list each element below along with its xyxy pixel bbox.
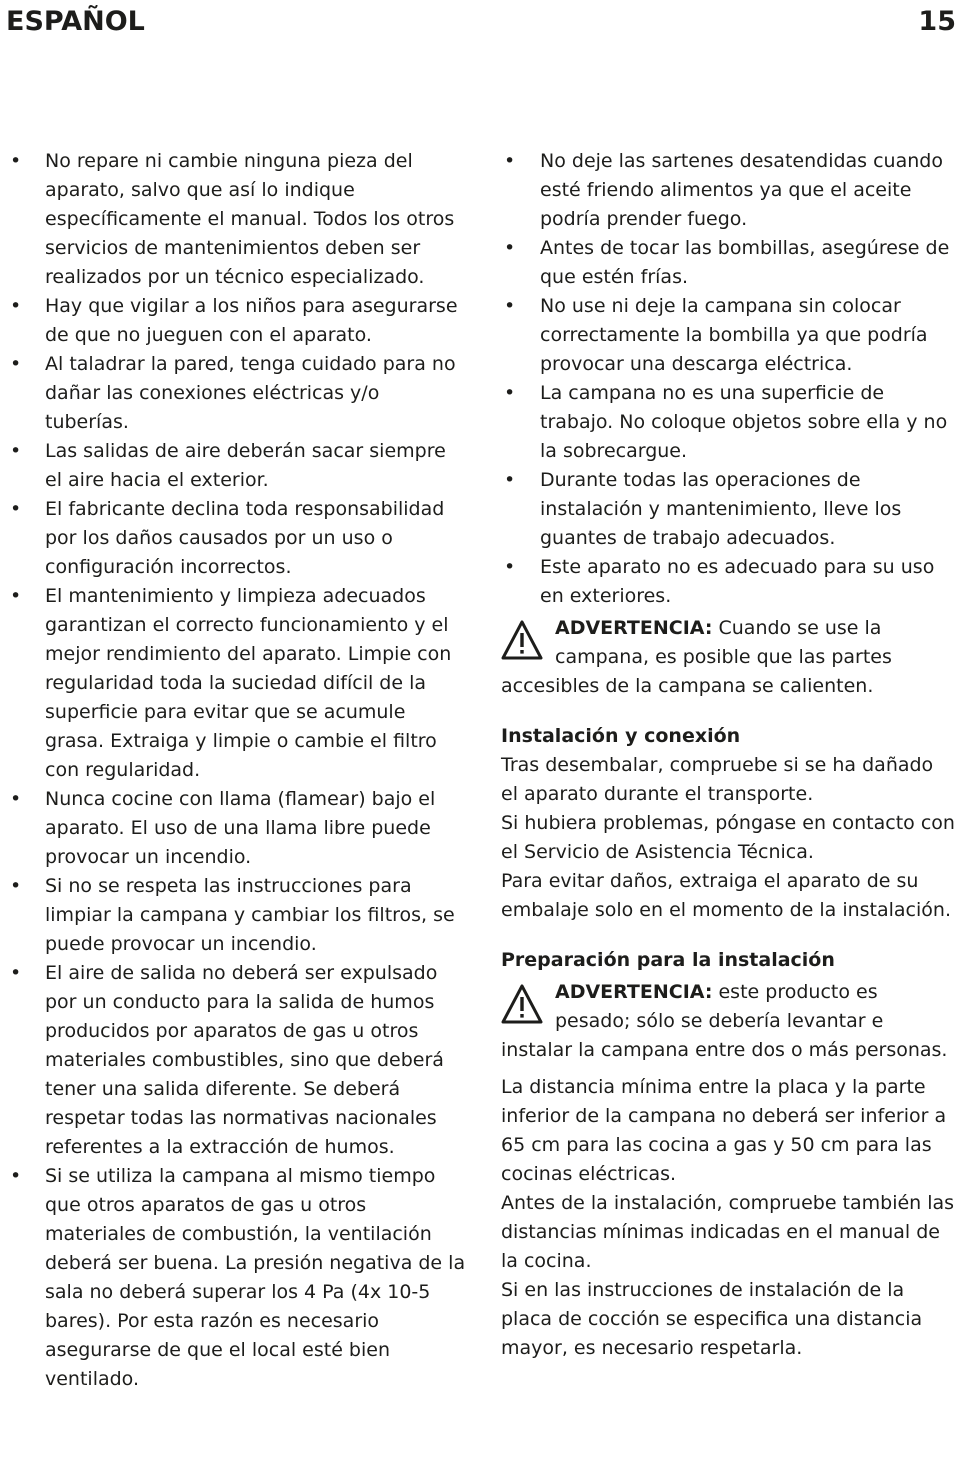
paragraph: Si hubiera problemas, póngase en contacto con el Servicio de Asistencia Técnica. — [501, 812, 955, 863]
list-item: • No repare ni cambie ninguna pieza del aparato, salvo que así lo indique específicamente el manual. Todos los otros servicios de mantenimientos deben ser realizados por un técnico especializado. — [7, 147, 467, 292]
warning-text: Cuando se use la campana, es posible que las partes accesibles de la campana se calienten. — [501, 617, 892, 697]
warning-label: ADVERTENCIA: — [555, 981, 713, 1003]
list-item: • No use ni deje la campana sin colocar correctamente la bombilla ya que podría provocar una descarga eléctrica. — [501, 292, 956, 379]
list-item: • Nunca cocine con llama (flamear) bajo el aparato. El uso de una llama libre puede provocar un incendio. — [7, 785, 467, 872]
paragraph: La distancia mínima entre la placa y la parte inferior de la campana no deberá ser inferior a 65 cm para las cocina a gas y 50 cm para las cocinas eléctricas. — [501, 1076, 947, 1185]
page-number: 15 — [918, 6, 956, 37]
list-item: • Las salidas de aire deberán sacar siempre el aire hacia el exterior. — [7, 437, 467, 495]
section-heading-preparation: Preparación para la instalación — [501, 949, 835, 971]
warning-triangle-icon — [501, 984, 543, 1024]
list-item: • Durante todas las operaciones de instalación y mantenimiento, lleve los guantes de trabajo adecuados. — [501, 466, 956, 553]
list-item: • Si se utiliza la campana al mismo tiempo que otros aparatos de gas u otros materiales de combustión, la ventilación deberá ser buena. La presión negativa de la sala no deberá superar los 4 Pa (4x 10-5 bares). Por esta razón es necesario asegurarse de que el local esté bien ventilado. — [7, 1162, 467, 1394]
warning-hot-surfaces — [501, 614, 956, 701]
list-item: • El mantenimiento y limpieza adecuados garantizan el correcto funcionamiento y el mejor rendimiento del aparato. Limpie con regularidad toda la suciedad difícil de la superficie para evitar que se acumule grasa. Extraiga y limpie o cambie el filtro con regularidad. — [7, 582, 467, 785]
safety-list-left — [7, 147, 467, 1394]
warning-label: ADVERTENCIA: — [555, 617, 713, 639]
list-item: • Antes de tocar las bombillas, asegúrese de que estén frías. — [501, 234, 956, 292]
list-item: • La campana no es una superficie de trabajo. No coloque objetos sobre ella y no la sobrecargue. — [501, 379, 956, 466]
section-heading-installation: Instalación y conexión — [501, 725, 741, 747]
list-item: • Hay que vigilar a los niños para asegurarse de que no jueguen con el aparato. — [7, 292, 467, 350]
list-item: • Si no se respeta las instrucciones para limpiar la campana y cambiar los filtros, se puede provocar un incendio. — [7, 872, 467, 959]
safety-list-right — [501, 147, 956, 611]
paragraph: Antes de la instalación, compruebe también las distancias mínimas indicadas en el manual de la cocina. — [501, 1192, 955, 1272]
warning-text: este producto es pesado; sólo se debería levantar e instalar la campana entre dos o más personas. — [501, 981, 948, 1061]
list-item: • El fabricante declina toda responsabilidad por los daños causados por un uso o configuración incorrectos. — [7, 495, 467, 582]
paragraph: Si en las instrucciones de instalación de la placa de cocción se especifica una distancia mayor, es necesario respetarla. — [501, 1279, 923, 1359]
list-item: • El aire de salida no deberá ser expulsado por un conducto para la salida de humos producidos por aparatos de gas u otros materiales combustibles, sino que deberá tener una salida diferente. Se deberá respetar todas las normativas nacionales referentes a la extracción de humos. — [7, 959, 467, 1162]
paragraph: Tras desembalar, compruebe si se ha dañado el aparato durante el transporte. — [501, 754, 934, 805]
language-label: ESPAÑOL — [6, 6, 145, 37]
list-item: • Al taladrar la pared, tenga cuidado para no dañar las conexiones eléctricas y/o tuberías. — [7, 350, 467, 437]
warning-heavy-product — [501, 978, 956, 1065]
right-column — [501, 147, 956, 1363]
warning-triangle-icon — [501, 620, 543, 660]
left-column — [7, 147, 467, 1394]
paragraph: Para evitar daños, extraiga el aparato de su embalaje solo en el momento de la instalación. — [501, 870, 951, 921]
list-item: • Este aparato no es adecuado para su uso en exteriores. — [501, 553, 956, 611]
list-item: • No deje las sartenes desatendidas cuando esté friendo alimentos ya que el aceite podría prender fuego. — [501, 147, 956, 234]
page-header — [6, 2, 956, 42]
